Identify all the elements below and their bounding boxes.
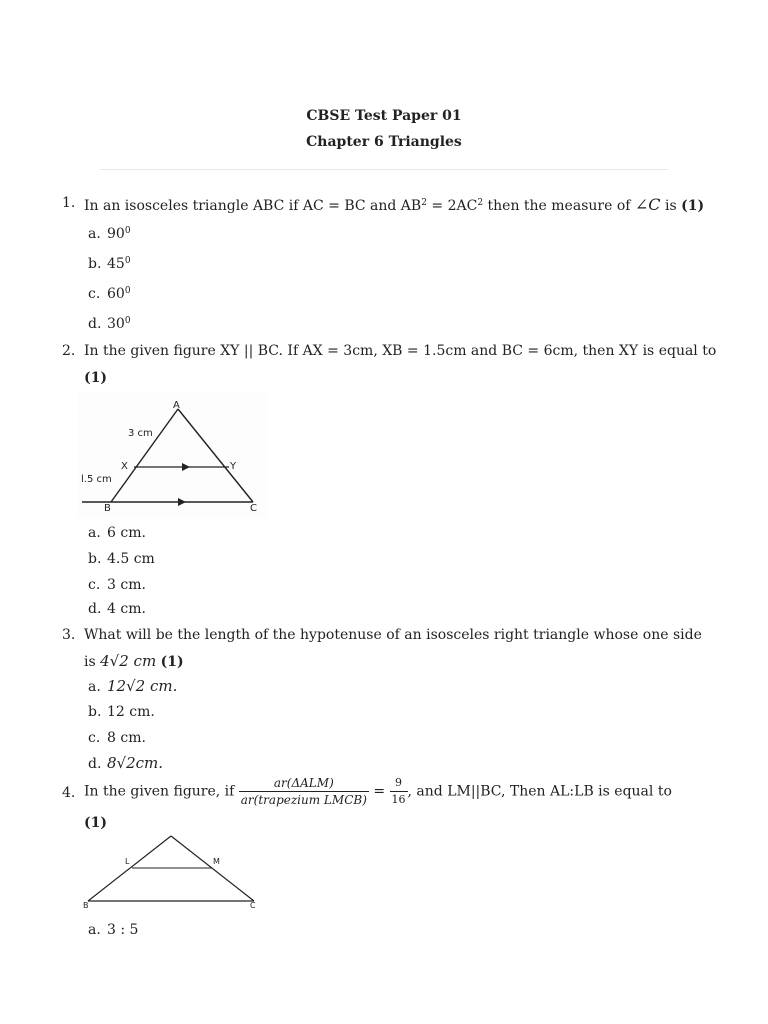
option-letter: c.	[88, 286, 101, 302]
page-title: CBSE Test Paper 01	[306, 108, 462, 124]
question-number: 3.	[62, 627, 76, 643]
option-letter: a.	[88, 226, 101, 242]
question-text: In the given figure, if $\frac{\text{ar(ΔALM)}}{\text{ar(trapezium LMCB)}}$ = $\frac{9}{16}$ , and LM||BC, Then AL:LB is equal to	[84, 776, 672, 807]
option-letter: c.	[88, 730, 101, 746]
triangle-figure-xy-bc	[78, 392, 268, 518]
question-marks: (1)	[84, 370, 107, 386]
option-text: 12√2 cm.	[107, 677, 178, 695]
ratio-fraction: $\frac{9}{16}$	[391, 776, 406, 806]
figure-label-c: C	[250, 901, 256, 910]
option-letter: d.	[88, 601, 102, 617]
option-text: 8 cm.	[107, 730, 146, 746]
option-text: 3 cm.	[107, 577, 146, 593]
option-letter: a.	[88, 922, 101, 938]
figure-label-m: M	[213, 857, 220, 866]
option-text: $60^0$	[107, 286, 131, 302]
option-letter: b.	[88, 704, 102, 720]
option-letter: b.	[88, 551, 102, 567]
figure-label-l: L	[125, 857, 130, 866]
figure-label-c: C	[250, 503, 257, 514]
triangle-figure-lm-bc	[82, 833, 260, 915]
option-text: 6 cm.	[107, 525, 146, 541]
option-text: 12 cm.	[107, 704, 155, 720]
option-text: 3 : 5	[107, 922, 139, 938]
question-text-line2: is 4√2 cm (1)	[84, 652, 184, 670]
option-letter: c.	[88, 577, 101, 593]
divider	[100, 169, 668, 170]
figure-label-y: Y	[230, 461, 237, 472]
figure-label-x: X	[121, 461, 128, 472]
option-text: 8√2cm.	[107, 754, 164, 772]
option-text: $90^0$	[107, 226, 131, 242]
option-letter: b.	[88, 256, 102, 272]
question-text: In an isosceles triangle ABC if AC = BC and $AB^2 = 2AC^2$ then the measure of ∠C is (1)	[84, 195, 705, 214]
chapter-title: Chapter 6 Triangles	[306, 134, 462, 150]
option-letter: a.	[88, 525, 101, 541]
option-text: $30^0$	[107, 316, 131, 332]
question-text: What will be the length of the hypotenuse of an isosceles right triangle whose one side	[84, 627, 702, 643]
figure-label-b: B	[83, 901, 89, 910]
option-text: $45^0$	[107, 256, 131, 272]
question-marks: (1)	[84, 815, 107, 831]
figure-label-xb: l.5 cm	[81, 474, 112, 485]
figure-label-ax: 3 cm	[128, 428, 153, 439]
option-letter: a.	[88, 679, 101, 695]
option-letter: d.	[88, 316, 102, 332]
option-text: 4 cm.	[107, 601, 146, 617]
question-number: 2.	[62, 343, 76, 359]
figure-label-a: A	[173, 400, 180, 411]
area-ratio-fraction: $\frac{\text{ar(ΔALM)}}{\text{ar(trapezium LMCB)}}$	[240, 776, 367, 807]
option-text: 4.5 cm	[107, 551, 155, 567]
question-text: In the given figure XY || BC. If AX = 3cm, XB = 1.5cm and BC = 6cm, then XY is equal to	[84, 343, 717, 359]
question-number: 4.	[62, 785, 76, 801]
option-letter: d.	[88, 756, 102, 772]
figure-label-b: B	[104, 503, 111, 514]
question-number: 1.	[62, 195, 76, 211]
